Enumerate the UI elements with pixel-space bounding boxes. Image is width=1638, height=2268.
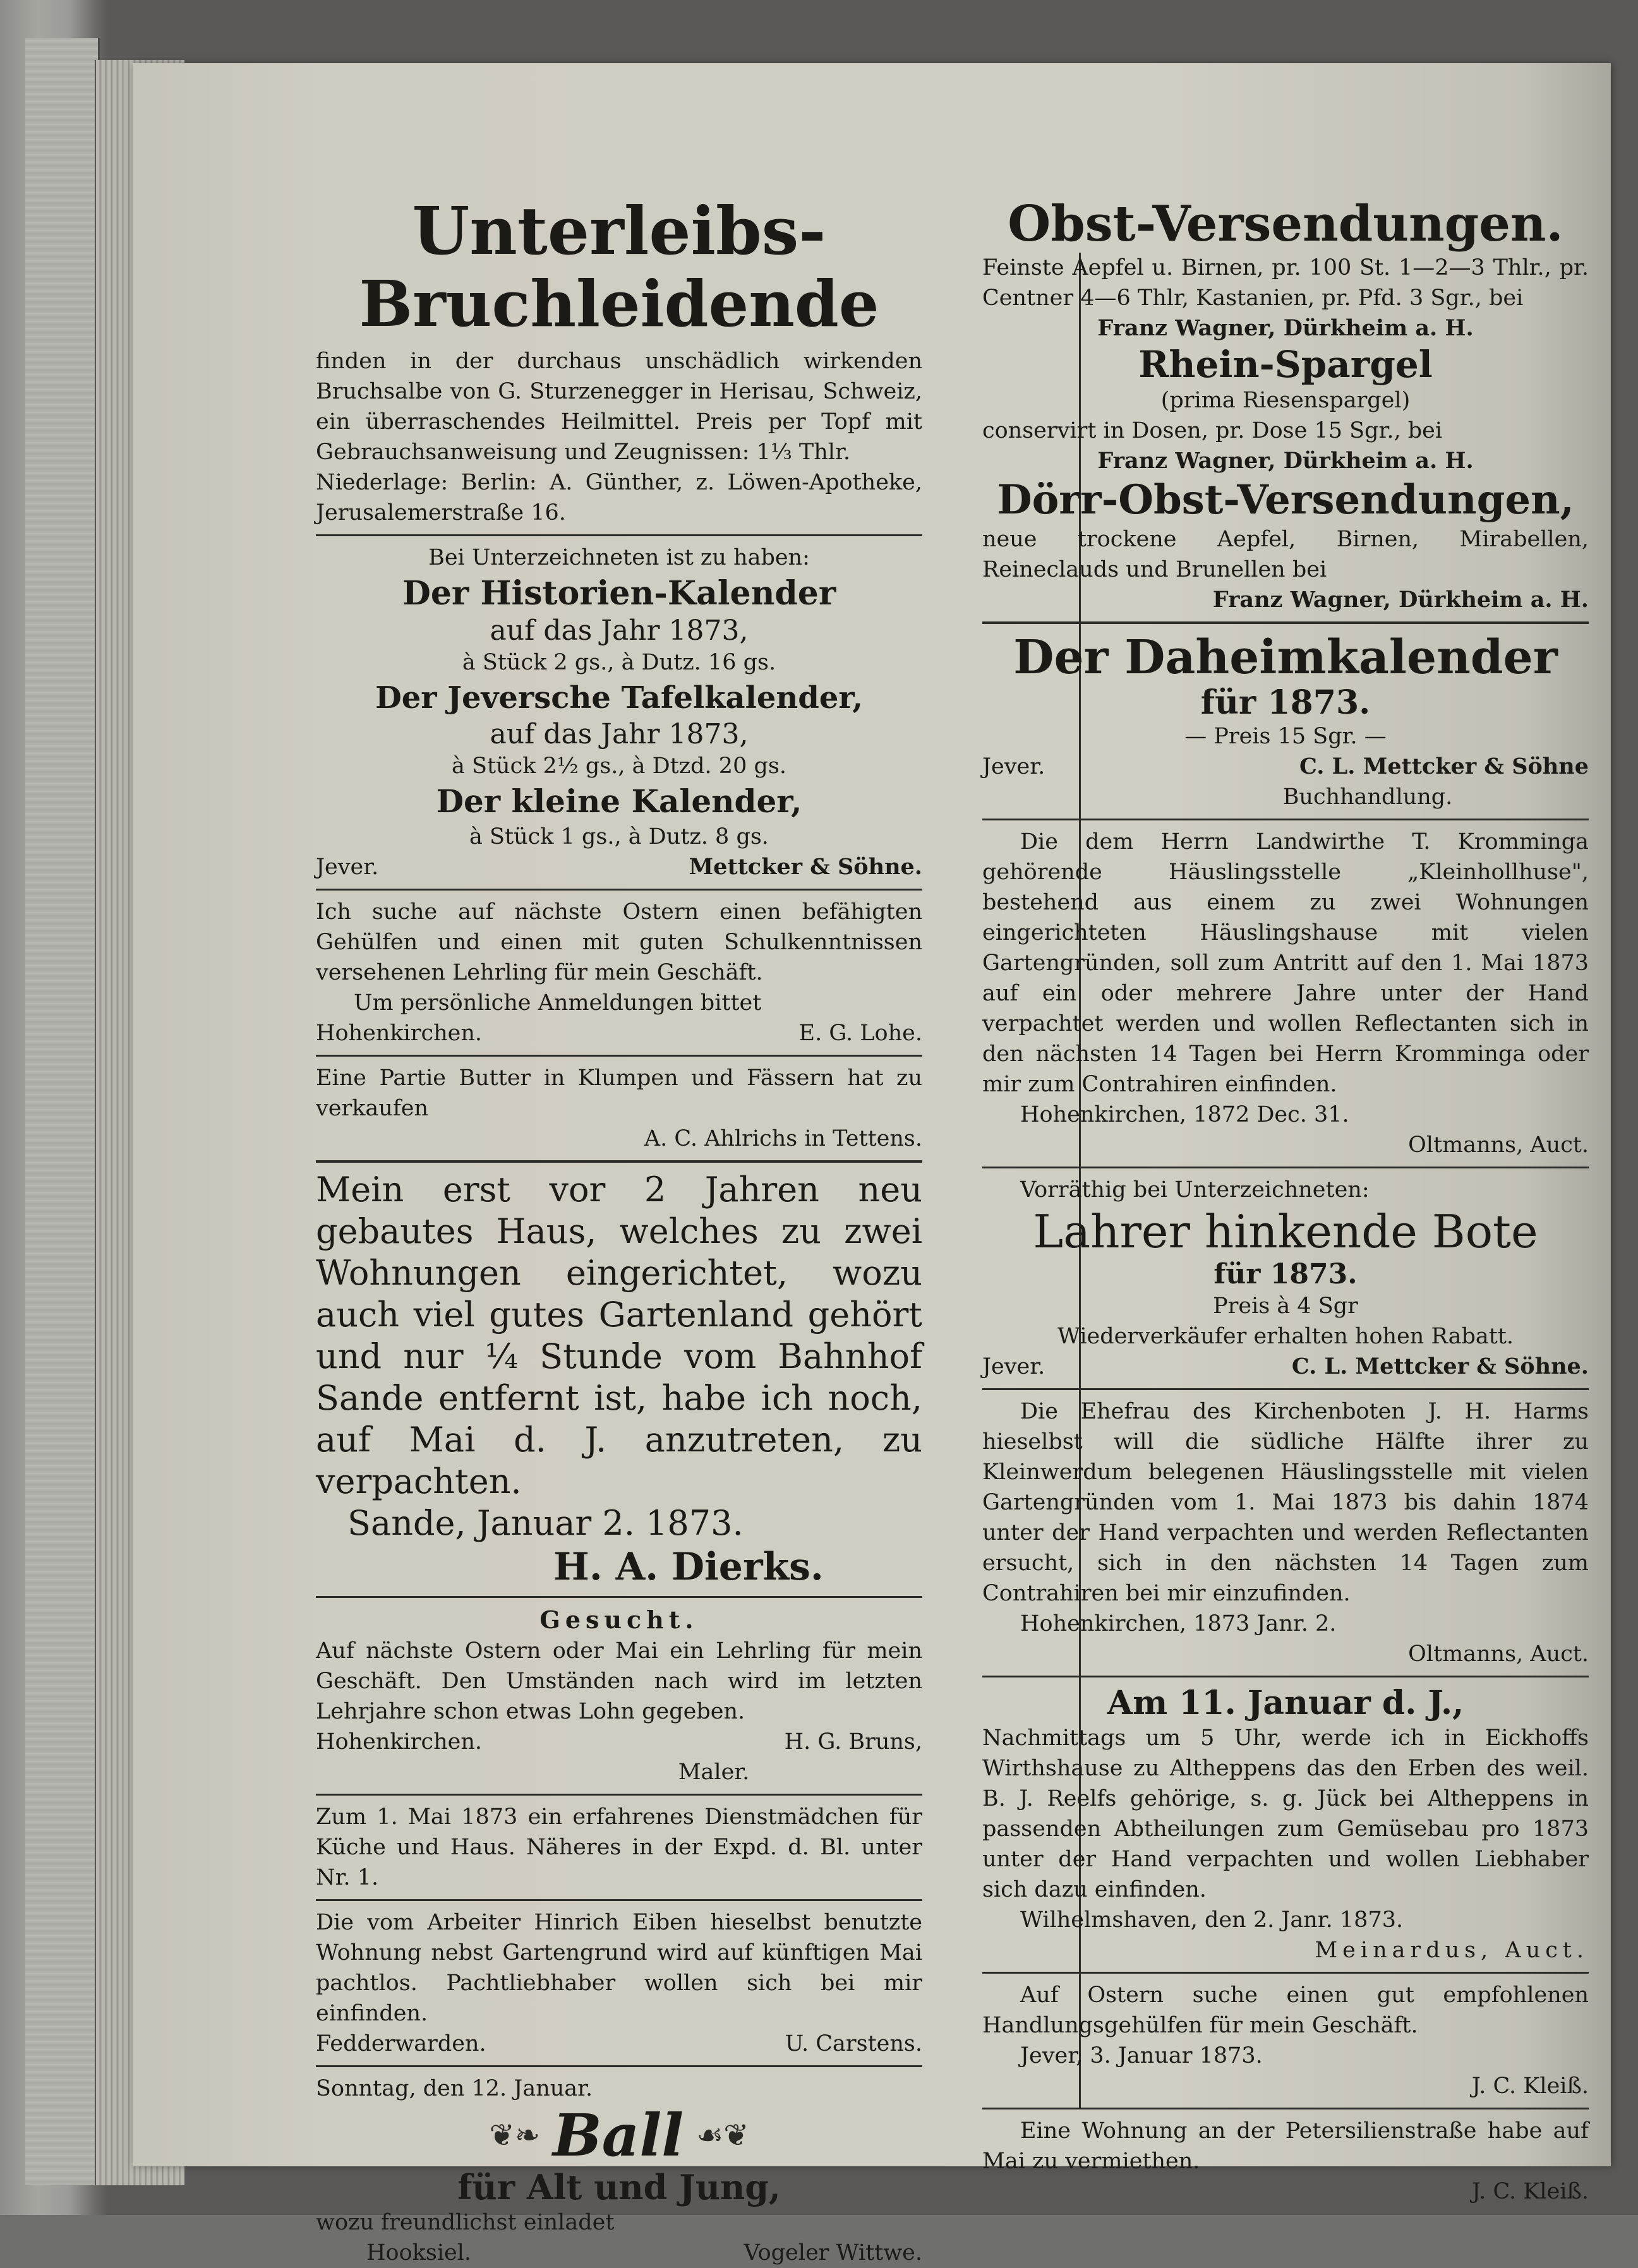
ad-firm: Mettcker & Söhne. bbox=[689, 854, 922, 880]
ad-body: Zum 1. Mai 1873 ein erfahrenes Dienstmädchen für Küche und Haus. Näheres in der Expd. d. Bl. unter Nr. 1. bbox=[316, 1804, 922, 1890]
ad-title: Der Jeversche Tafelkalender, bbox=[375, 680, 863, 716]
ad-name: A. C. Ahlrichs in Tettens. bbox=[644, 1126, 922, 1151]
ad-body: finden in der durchaus unschädlich wirkenden Bruchsalbe von G. Sturzenegger in Herisau, Schweiz, ein überraschendes Heilmittel. Preis per Topf mit Gebrauchsanweisung und Zeugnissen: 1⅓ Thlr. bbox=[316, 349, 922, 465]
ad-signature bbox=[316, 2029, 922, 2059]
ad-title: Ball bbox=[552, 2101, 684, 2169]
ad-name: Franz Wagner, Dürkheim a. H. bbox=[1212, 587, 1589, 613]
ad-daheim bbox=[982, 630, 1589, 812]
ad-intro: Bei Unterzeichneten ist zu haben: bbox=[428, 545, 810, 570]
ad-signature bbox=[316, 852, 922, 882]
ad-signature bbox=[316, 2238, 922, 2268]
ad-gehuelfe bbox=[316, 897, 922, 1048]
ad-body: Ich suche auf nächste Ostern einen befähigten Gehülfen und einen mit guten Schulkenntnissen versehenen Lehrling für mein Geschäft. bbox=[316, 899, 922, 985]
ad-obst bbox=[982, 196, 1589, 615]
ad-kleinwerdum bbox=[982, 1396, 1589, 1669]
ad-invite: wozu freundlichst einladet bbox=[316, 2210, 615, 2235]
ad-price: — Preis 15 Sgr. — bbox=[1184, 724, 1387, 749]
divider bbox=[316, 1055, 922, 1057]
ad-price: à Stück 2 gs., à Dutz. 16 gs. bbox=[462, 650, 776, 675]
divider bbox=[982, 819, 1589, 820]
ad-title: Unterleibs- bbox=[412, 192, 826, 270]
ad-place: Jever. bbox=[316, 855, 379, 880]
ad-date: Jever, 3. Januar 1873. bbox=[1020, 2043, 1263, 2068]
ad-date: Hohenkirchen, 1873 Janr. 2. bbox=[1020, 1611, 1337, 1636]
ad-body: Um persönliche Anmeldungen bittet bbox=[354, 990, 762, 1016]
ad-title: Am 11. Januar d. J., bbox=[1107, 1684, 1464, 1722]
ad-subtitle: für Alt und Jung, bbox=[457, 2167, 781, 2207]
ad-price: à Stück 2½ gs., à Dtzd. 20 gs. bbox=[452, 753, 786, 779]
ad-haus bbox=[316, 1169, 922, 1590]
left-column bbox=[316, 192, 922, 2268]
ad-name: Oltmanns, Auct. bbox=[1408, 1132, 1589, 1158]
ad-note: Wiederverkäufer erhalten hohen Rabatt. bbox=[1057, 1324, 1514, 1349]
ad-name: Vogeler Wittwe. bbox=[744, 2240, 922, 2265]
ad-place: Fedderwarden. bbox=[316, 2031, 486, 2056]
ad-petersilienstrasse bbox=[982, 2116, 1589, 2207]
ad-year: für 1873. bbox=[1200, 683, 1371, 722]
ad-name: H. A. Dierks. bbox=[553, 1545, 824, 1589]
ad-date: Wilhelmshaven, den 2. Janr. 1873. bbox=[1020, 1907, 1404, 1933]
ad-body: Auf Ostern suche einen gut empfohlenen Handlungsgehülfen für mein Geschäft. bbox=[982, 1983, 1589, 2038]
divider bbox=[982, 1972, 1589, 1974]
ad-name: J. C. Kleiß. bbox=[1471, 2179, 1589, 2204]
ad-name: E. G. Lohe. bbox=[798, 1021, 922, 1046]
ad-body: conservirt in Dosen, pr. Dose 15 Sgr., bei bbox=[982, 418, 1443, 443]
ad-dienstmaedchen bbox=[316, 1802, 922, 1893]
ad-year: für 1873. bbox=[1213, 1258, 1358, 1290]
ad-title: Lahrer hinkende Bote bbox=[1033, 1205, 1538, 1258]
ad-butter bbox=[316, 1063, 922, 1154]
ad-body: Auf nächste Ostern oder Mai ein Lehrling für mein Geschäft. Den Umständen nach wird im letzten Lehrjahre schon etwas Lohn gegeben. bbox=[316, 1638, 922, 1724]
ad-title: Der Historien-Kalender bbox=[402, 574, 836, 613]
divider bbox=[316, 889, 922, 891]
divider bbox=[316, 534, 922, 536]
ad-handlungsgehuelfe bbox=[982, 1980, 1589, 2101]
ball-heading bbox=[316, 2101, 922, 2169]
ad-body: Nachmittags um 5 Uhr, werde ich in Eickhoffs Wirthshause zu Altheppens das den Erben des weil. B. J. Reelfs gehörige, s. g. Jück bei Altheppens in passenden Abtheilungen zum Gemüsebau pro 1873 unter der Hand verpachten und wollen Liebhaber sich dazu einfinden. bbox=[982, 1725, 1589, 1902]
ad-name: U. Carstens. bbox=[785, 2031, 922, 2056]
ad-name: Oltmanns, Auct. bbox=[1408, 1641, 1589, 1667]
ad-intro: Vorräthig bei Unterzeichneten: bbox=[1020, 1177, 1370, 1203]
right-column bbox=[982, 196, 1589, 2207]
ad-body: Die Ehefrau des Kirchenboten J. H. Harms hieselbst will die südliche Hälfte ihrer zu Kleinwerdum belegenen Häuslingsstelle mit vielen Gartengründen vom 1. Mai 1873 bis dahin 1874 unter der Hand verpachten und werden Reflectanten ersucht, sich in den nächsten 14 Tagen zum Contrahiren bei mir einzufinden. bbox=[982, 1399, 1589, 1606]
ad-name: Meinardus, Auct. bbox=[1315, 1938, 1589, 1963]
ad-body: Feinste Aepfel u. Birnen, pr. 100 St. 1—2—3 Thlr., pr. Centner 4—6 Thlr, Kastanien, pr. Pfd. 3 Sgr., bei bbox=[982, 255, 1589, 311]
newspaper-page bbox=[133, 63, 1611, 2265]
ad-trade: Maler. bbox=[678, 1760, 750, 1785]
divider bbox=[316, 1596, 922, 1598]
divider bbox=[982, 1388, 1589, 1390]
ad-date: Sonntag, den 12. Januar. bbox=[316, 2076, 593, 2101]
ad-title: Gesucht. bbox=[539, 1605, 699, 1634]
ad-ball bbox=[316, 2073, 922, 2268]
divider bbox=[982, 1676, 1589, 1677]
ad-name: H. G. Bruns, bbox=[784, 1729, 922, 1755]
ad-text: auf das Jahr 1873, bbox=[490, 615, 749, 647]
ornament-right-icon: ☙❦ bbox=[696, 2118, 749, 2153]
divider bbox=[982, 1167, 1589, 1168]
ad-text: auf das Jahr 1873, bbox=[490, 718, 749, 750]
ad-title: Bruchleidende bbox=[359, 267, 879, 341]
ad-title: Der kleine Kalender, bbox=[436, 783, 802, 820]
ad-title: Dörr-Obst-Versendungen, bbox=[997, 476, 1574, 524]
ad-place: Jever. bbox=[982, 754, 1045, 779]
ad-body: Eine Partie Butter in Klumpen und Fässern hat zu verkaufen bbox=[316, 1065, 922, 1121]
ad-date: Sande, Januar 2. 1873. bbox=[347, 1503, 744, 1543]
ad-signature bbox=[316, 1018, 922, 1048]
ad-wohnung bbox=[316, 1907, 922, 2059]
ad-firm: C. L. Mettcker & Söhne bbox=[1299, 753, 1589, 779]
ad-body: Mein erst vor 2 Jahren neu gebautes Haus, welches zu zwei Wohnungen eingerichtet, wozu auch viel gutes Gartenland gehört und nur ¼ Stunde vom Bahnhof Sande entfernt ist, habe ich noch, auf Mai d. J. anzutreten, zu verpachten. bbox=[316, 1170, 922, 1501]
ad-name: J. C. Kleiß. bbox=[1471, 2073, 1589, 2099]
ad-lahrer-bote bbox=[982, 1175, 1589, 1382]
ad-depot: Niederlage: Berlin: A. Günther, z. Löwen-Apotheke, Jerusalemerstraße 16. bbox=[316, 470, 922, 525]
ad-signature bbox=[982, 1352, 1589, 1382]
ad-kalender bbox=[316, 543, 922, 882]
divider bbox=[316, 2065, 922, 2067]
divider bbox=[316, 1794, 922, 1796]
ad-place: Jever. bbox=[982, 1354, 1045, 1379]
divider bbox=[982, 2108, 1589, 2109]
ad-body: neue trockene Aepfel, Birnen, Mirabellen, Reineclauds und Brunellen bei bbox=[982, 527, 1589, 582]
ad-title: Obst-Versendungen. bbox=[1008, 195, 1563, 253]
ad-bruchleidende bbox=[316, 192, 922, 528]
ad-signature bbox=[982, 752, 1589, 782]
ad-firm: Buchhandlung. bbox=[1282, 784, 1453, 810]
ad-body: Die vom Arbeiter Hinrich Eiben hieselbst benutzte Wohnung nebst Gartengrund wird auf künftigen Mai pachtlos. Pachtliebhaber wollen sich bei mir einfinden. bbox=[316, 1910, 922, 2026]
ad-gesucht bbox=[316, 1604, 922, 1787]
ad-subtitle: (prima Riesenspargel) bbox=[1160, 388, 1411, 413]
ornament-left-icon: ❦❧ bbox=[489, 2118, 540, 2153]
ad-name: Franz Wagner, Dürkheim a. H. bbox=[1097, 315, 1474, 341]
divider bbox=[982, 621, 1589, 624]
ad-price: Preis à 4 Sgr bbox=[1213, 1293, 1358, 1319]
ad-place: Hooksiel. bbox=[366, 2240, 472, 2265]
ad-place: Hohenkirchen. bbox=[316, 1729, 483, 1755]
ad-place: Hohenkirchen. bbox=[316, 1021, 483, 1046]
ad-januar bbox=[982, 1684, 1589, 1965]
ad-firm: C. L. Mettcker & Söhne. bbox=[1291, 1353, 1589, 1379]
ad-name: Franz Wagner, Dürkheim a. H. bbox=[1097, 448, 1474, 474]
ad-date: Hohenkirchen, 1872 Dec. 31. bbox=[1020, 1102, 1349, 1127]
ad-title: Der Daheimkalender bbox=[1013, 630, 1558, 685]
divider bbox=[316, 1899, 922, 1901]
book-binding bbox=[25, 38, 100, 2185]
ad-price: à Stück 1 gs., à Dutz. 8 gs. bbox=[469, 824, 769, 849]
ad-body: Eine Wohnung an der Petersilienstraße habe auf Mai zu vermiethen. bbox=[982, 2118, 1589, 2174]
ad-body: Die dem Herrn Landwirthe T. Kromminga gehörende Häuslingsstelle „Kleinhollhuse", bestehend aus einem zu zwei Wohnungen eingerichteten Häuslingshause mit vielen Gartengründen, soll zum Antritt auf den 1. Mai 1873 auf ein oder mehrere Jahre unter der Hand verpachtet werden und wollen Reflectanten sich in den nächsten 14 Tagen bei Herrn Kromminga oder mir zum Contrahiren einfinden. bbox=[982, 829, 1589, 1097]
ad-title: Rhein-Spargel bbox=[1138, 343, 1433, 386]
divider bbox=[316, 1160, 922, 1163]
ad-haeuslingsstelle bbox=[982, 827, 1589, 1160]
ad-signature bbox=[316, 1727, 922, 1757]
